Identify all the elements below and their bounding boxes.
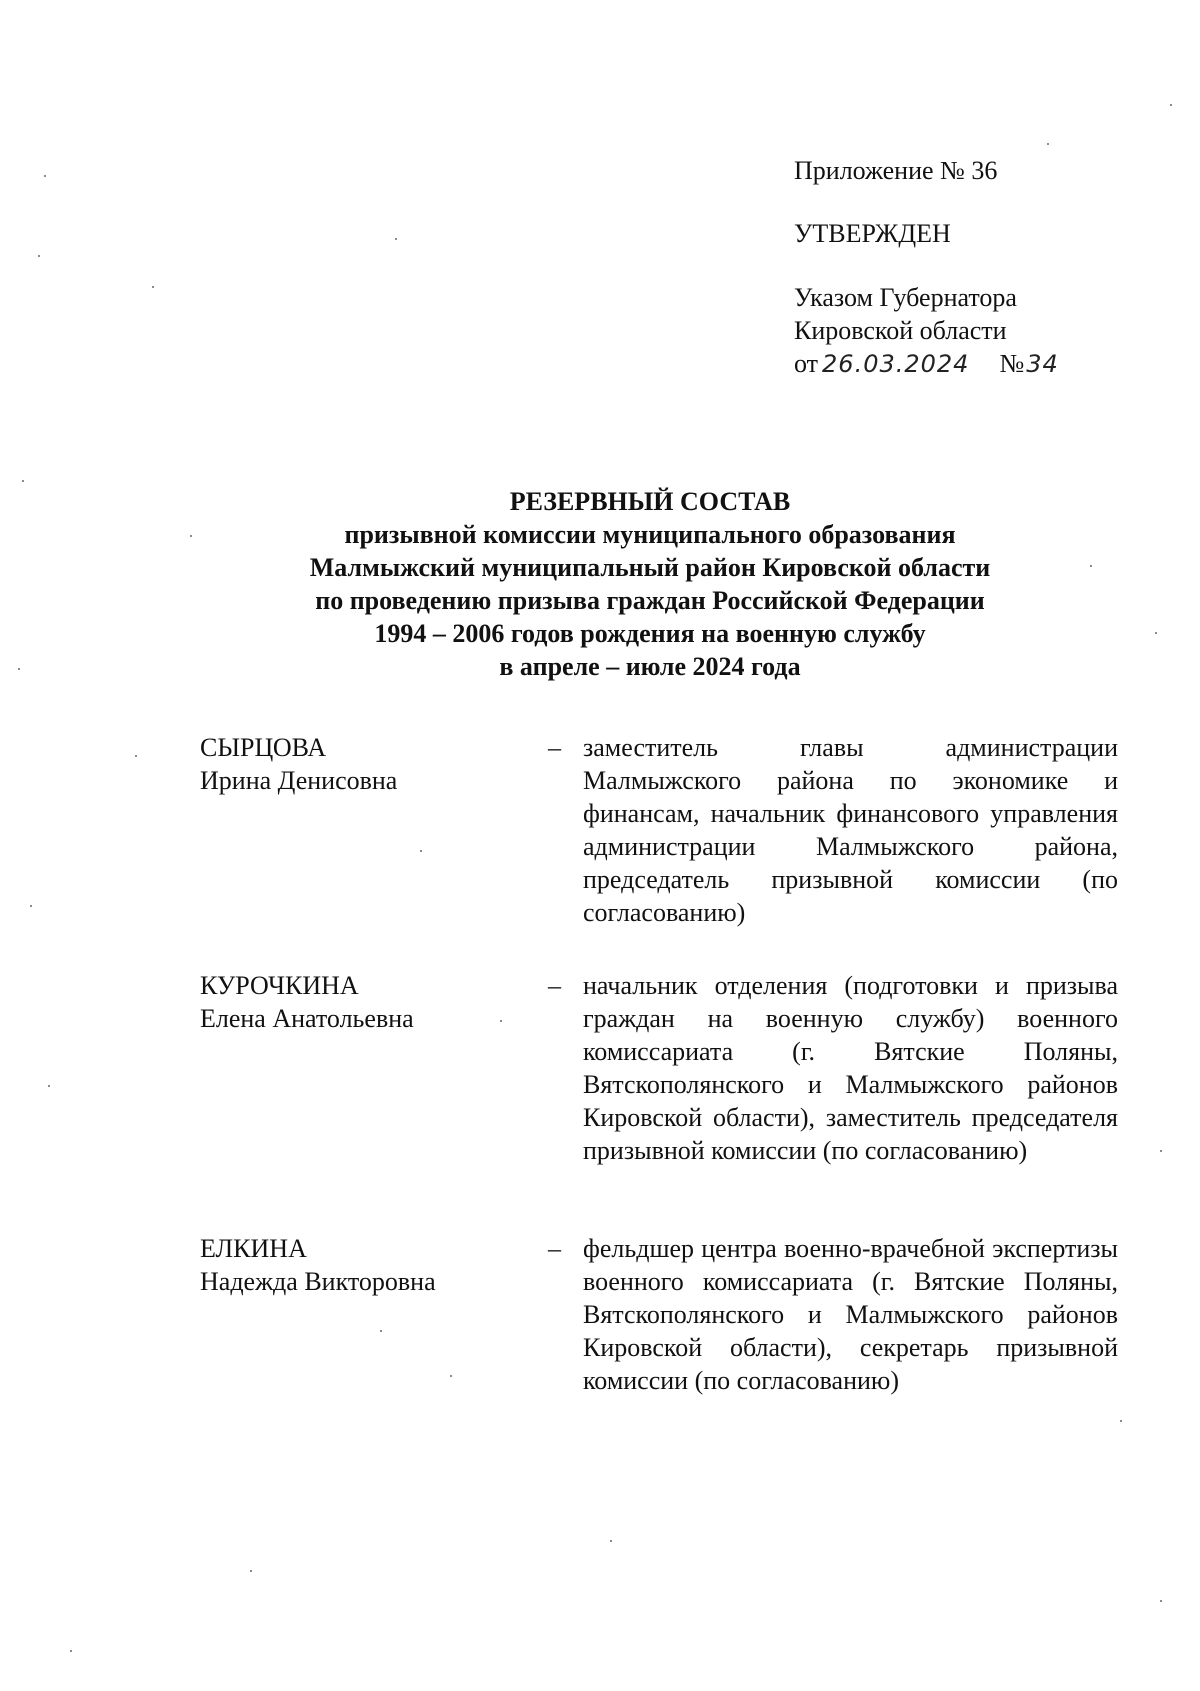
approved-stamp-text: УТВЕРЖДЕН bbox=[794, 219, 951, 248]
member-given-names: Елена Анатольевна bbox=[200, 1004, 414, 1033]
scan-speck bbox=[450, 1375, 452, 1377]
title-line: в апреле – июле 2024 года bbox=[499, 652, 801, 681]
member-given-names: Надежда Викторовна bbox=[200, 1267, 436, 1296]
member-name bbox=[200, 969, 540, 1035]
member-position: заместитель главы администрации Малмыжского района по экономике и финансам, начальник финансового управления администрации Малмыжского района, председатель призывной комиссии (по согласованию) bbox=[583, 733, 1118, 927]
scan-speck bbox=[610, 1540, 612, 1542]
member-surname: ЕЛКИНА bbox=[200, 1234, 307, 1263]
handwritten-number: 34 bbox=[1026, 350, 1059, 378]
scan-speck bbox=[1090, 565, 1092, 567]
scan-speck bbox=[190, 535, 192, 537]
member-given-names: Ирина Денисовна bbox=[200, 766, 398, 795]
scan-speck bbox=[500, 1020, 502, 1022]
scan-speck bbox=[135, 755, 137, 757]
scan-speck bbox=[44, 175, 46, 177]
scan-speck bbox=[70, 1650, 72, 1652]
member-surname: СЫРЦОВА bbox=[200, 733, 327, 762]
dash-separator: – bbox=[548, 1234, 561, 1263]
appendix-label: Приложение № 36 bbox=[794, 156, 998, 185]
handwritten-date: 26.03.2024 bbox=[822, 350, 970, 378]
scan-speck bbox=[48, 1085, 50, 1087]
decree-issuer-line1: Указом Губернатора bbox=[794, 283, 1017, 312]
dash-separator: – bbox=[548, 971, 561, 1000]
member-name bbox=[200, 731, 540, 797]
scan-speck bbox=[38, 255, 40, 257]
scan-speck bbox=[1160, 1150, 1162, 1152]
decree-date-number bbox=[794, 347, 1059, 381]
scan-speck bbox=[22, 480, 24, 482]
scan-speck bbox=[1155, 632, 1157, 634]
scan-speck bbox=[380, 1330, 382, 1332]
scan-speck bbox=[420, 850, 422, 852]
scan-speck bbox=[1170, 104, 1172, 106]
title-line: призывной комиссии муниципального образования bbox=[344, 520, 956, 549]
date-prefix: от bbox=[794, 349, 819, 378]
title-line: Малмыжский муниципальный район Кировской области bbox=[309, 553, 991, 582]
approval-block bbox=[794, 154, 1059, 381]
member-surname: КУРОЧКИНА bbox=[200, 971, 359, 1000]
member-position: начальник отделения (подготовки и призыва граждан на военную службу) военного комиссариата (г. Вятские Поляны, Вятскополянского и Малмыжского районов Кировской области), заместитель председателя призывной комиссии (по согласованию) bbox=[583, 971, 1118, 1165]
member-position: фельдшер центра военно-врачебной экспертизы военного комиссариата (г. Вятские Поляны, Вятскополянского и Малмыжского районов Кировской области), секретарь призывной комиссии (по согласованию) bbox=[583, 1234, 1118, 1395]
scan-speck bbox=[18, 668, 20, 670]
scan-speck bbox=[30, 905, 32, 907]
scan-speck bbox=[1160, 1600, 1162, 1602]
member-name bbox=[200, 1232, 540, 1298]
scan-speck bbox=[152, 286, 154, 288]
scan-speck bbox=[250, 1570, 252, 1572]
scan-speck bbox=[395, 238, 397, 240]
scan-speck bbox=[1047, 143, 1049, 145]
dash-separator: – bbox=[548, 733, 561, 762]
title-line: 1994 – 2006 годов рождения на военную службу bbox=[374, 619, 926, 648]
decree-issuer-line2: Кировской области bbox=[794, 316, 1007, 345]
scan-speck bbox=[1120, 1420, 1122, 1422]
title-line: РЕЗЕРВНЫЙ СОСТАВ bbox=[509, 487, 791, 516]
title-line: по проведению призыва граждан Российской Федерации bbox=[315, 586, 985, 615]
document-title bbox=[150, 485, 1150, 683]
number-prefix: № bbox=[999, 349, 1025, 378]
